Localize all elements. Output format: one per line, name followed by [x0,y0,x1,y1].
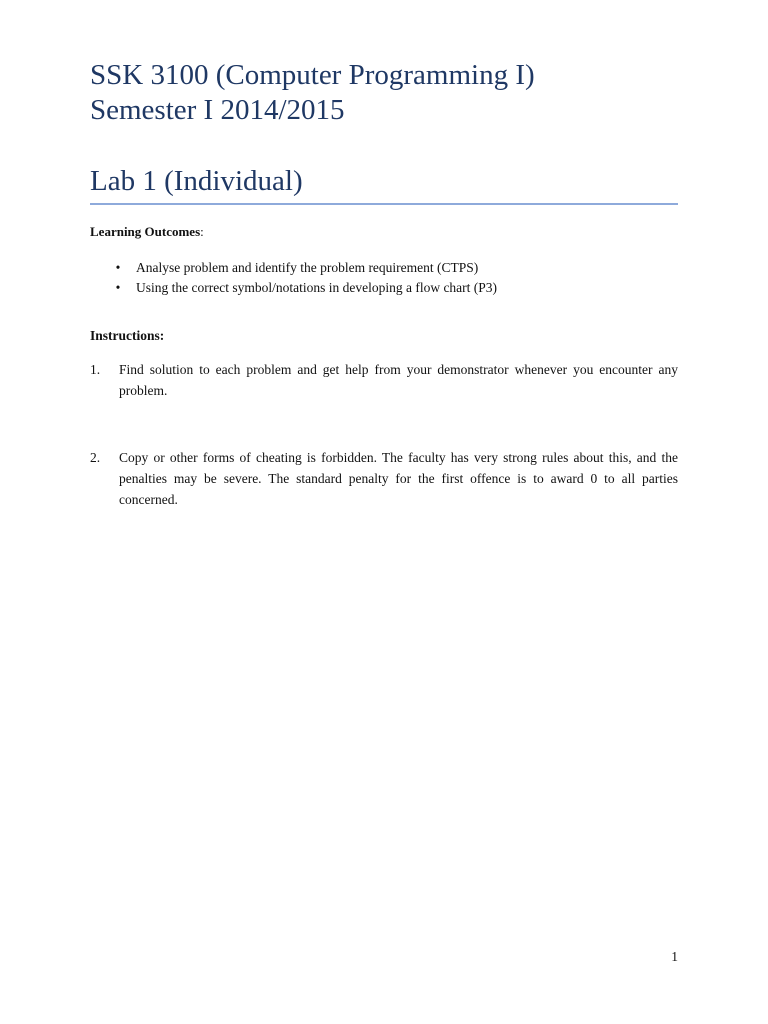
learning-outcomes-heading-colon: : [200,224,204,239]
instruction-text: Copy or other forms of cheating is forbidden. The faculty has very strong rules about this, and the penalties may be severe. The standard penalty for the first offence is to award 0 to all parties concerned. [119,450,678,507]
page-number: 1 [671,949,678,964]
lab-title: Lab 1 (Individual) [90,165,303,197]
learning-outcomes-heading-text: Learning Outcomes [90,224,201,239]
learning-outcome-text: Using the correct symbol/notations in developing a flow chart (P3) [136,280,498,295]
instruction-text: Find solution to each problem and get help from your demonstrator whenever you encounter any problem. [119,362,678,398]
list-item [90,278,678,298]
instruction-item [90,359,678,401]
bullet-icon: • [115,260,121,275]
bullet-icon: • [115,280,121,295]
instructions-heading: Instructions: [90,328,165,343]
course-title: SSK 3100 (Computer Programming I) [90,59,535,91]
instruction-number: 2. [90,450,101,465]
semester-title: Semester I 2014/2015 [90,94,345,126]
instruction-item [90,447,678,510]
learning-outcome-text: Analyse problem and identify the problem requirement (CTPS) [136,260,479,275]
list-item [90,258,678,278]
learning-outcomes-list [90,258,678,298]
learning-outcomes-heading [90,224,204,240]
instruction-number: 1. [90,362,101,377]
title-divider [90,203,678,205]
